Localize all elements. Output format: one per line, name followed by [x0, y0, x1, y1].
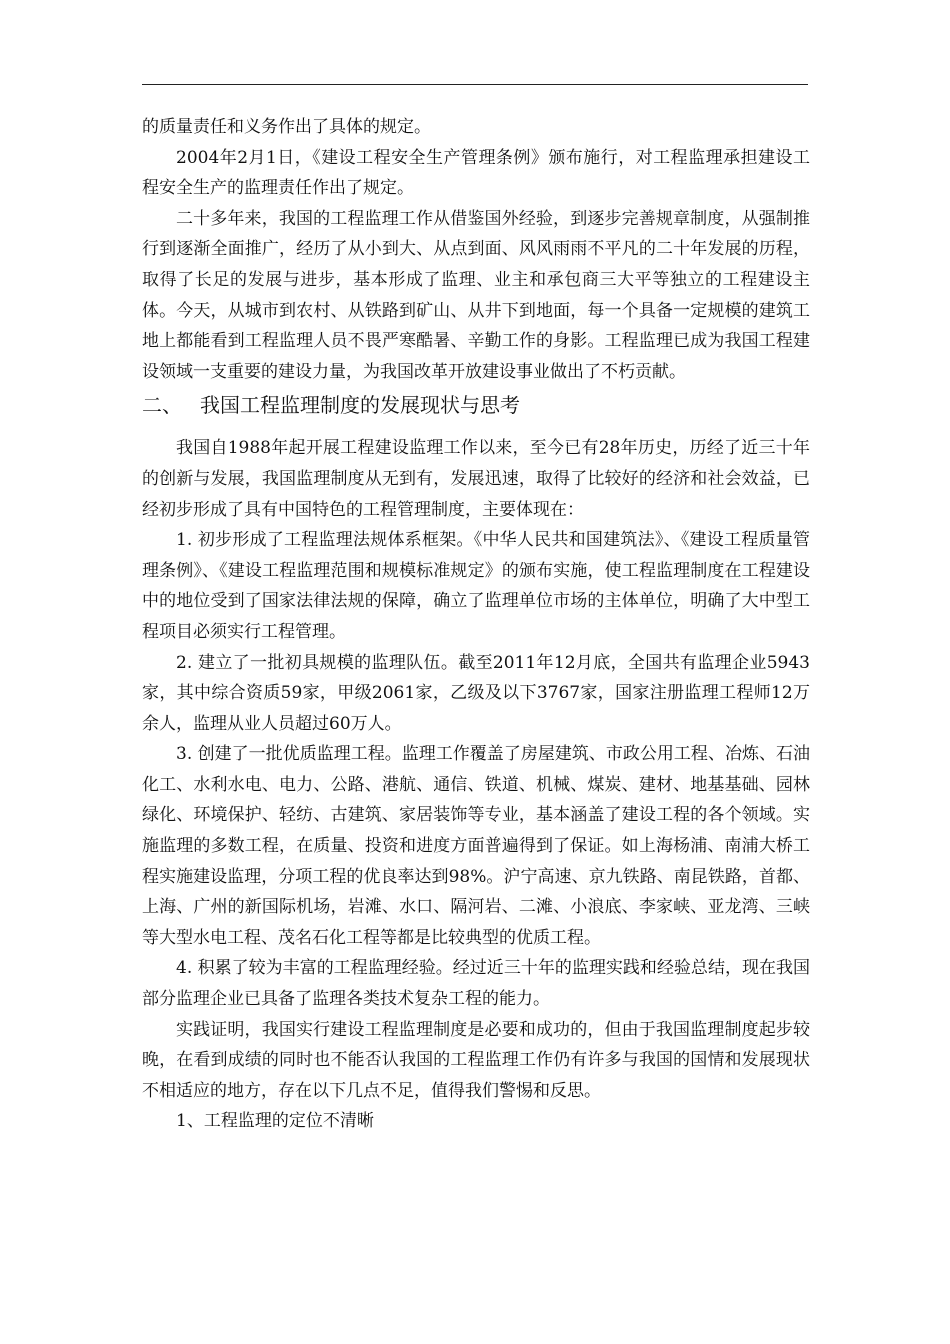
header-rule: [142, 84, 808, 85]
paragraph-practice: 实践证明，我国实行建设工程监理制度是必要和成功的，但由于我国监理制度起步较晚，在看到成绩的同时也不能否认我国的工程监理工作仍有许多与我国的国情和发展现状不相适应的地方，存在以下几点不足，值得我们警惕和反思。: [142, 1019, 810, 1101]
list-item-3: 3. 创建了一批优质监理工程。监理工作覆盖了房屋建筑、市政公用工程、冶炼、石油化工、水利水电、电力、公路、港航、通信、铁道、机械、煤炭、建材、地基基础、园林绿化、环境保护、轻纺、古建筑、家居装饰等专业，基本涵盖了建设工程的各个领域。实施监理的多数工程，在质量、投资和进度方面普遍得到了保证。如上海杨浦、南浦大桥工程实施建设监理，分项工程的优良率达到98%。沪宁高速、京九铁路、南昆铁路，首都、上海、广州的新国际机场，岩滩、水口、隔河岩、二滩、小浪底、李家峡、亚龙湾、三峡等大型水电工程、茂名石化工程等都是比较典型的优质工程。: [142, 744, 810, 948]
paragraph-safety-regulation: 2004年2月1日，《建设工程安全生产管理条例》颁布施行，对工程监理承担建设工程安全生产的监理责任作出了规定。: [142, 147, 810, 199]
document-body: [142, 112, 810, 1137]
paragraph-twenty-years: 二十多年来，我国的工程监理工作从借鉴国外经验，到逐步完善规章制度，从强制推行到逐渐全面推广，经历了从小到大、从点到面、风风雨雨不平凡的二十年发展的历程，取得了长足的发展与进步，基本形成了监理、业主和承包商三大平等独立的工程建设主体。今天，从城市到农村、从铁路到矿山、从井下到地面，每一个具备一定规模的建筑工地上都能看到工程监理人员不畏严寒酷暑、辛勤工作的身影。工程监理已成为我国工程建设领域一支重要的建设力量，为我国改革开放建设事业做出了不朽贡献。: [142, 208, 810, 382]
list-item-1: 1. 初步形成了工程监理法规体系框架。《中华人民共和国建筑法》、《建设工程质量管理条例》、《建设工程监理范围和规模标准规定》的颁布实施，使工程监理制度在工程建设中的地位受到了国家法律法规的保障，确立了监理单位市场的主体单位，明确了大中型工程项目必须实行工程管理。: [142, 530, 810, 642]
list-item-2: 2. 建立了一批初具规模的监理队伍。截至2011年12月底，全国共有监理企业5943家，其中综合资质59家，甲级2061家，乙级及以下3767家，国家注册监理工程师12万余人，监理从业人员超过60万人。: [142, 652, 810, 734]
section-heading-title: 我国工程监理制度的发展现状与思考: [200, 393, 520, 418]
paragraph-intro: 我国自1988年起开展工程建设监理工作以来，至今已有28年历史，历经了近三十年的创新与发展，我国监理制度从无到有，发展迅速，取得了比较好的经济和社会效益，已经初步形成了具有中国特色的工程管理制度，主要体现在：: [142, 438, 810, 520]
section-heading: [142, 389, 810, 421]
section-heading-number: 二、: [142, 393, 182, 418]
paragraph-continuation: 的质量责任和义务作出了具体的规定。: [142, 117, 431, 137]
subheading-positioning: 1、工程监理的定位不清晰: [176, 1111, 374, 1132]
list-item-4: 4. 积累了较为丰富的工程监理经验。经过近三十年的监理实践和经验总结，现在我国部分监理企业已具备了监理各类技术复杂工程的能力。: [142, 958, 810, 1010]
